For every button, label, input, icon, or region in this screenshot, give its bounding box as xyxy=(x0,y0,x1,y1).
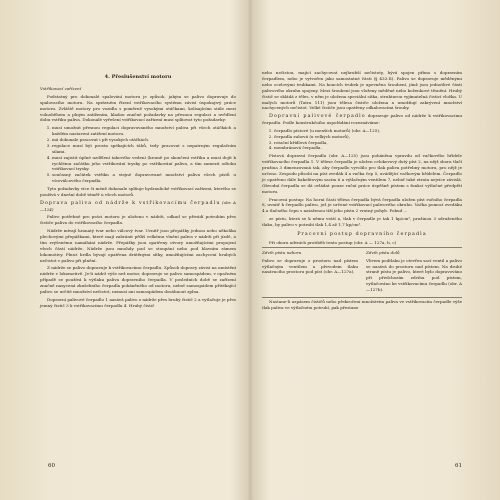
spaced-heading-block xyxy=(40,200,236,213)
paragraph: Pracovní postup: Na horní části tělesa čerpadla bývá čerpadla uložen píst ručního čerpadla 8, uvnitř k čerpadlo palivu, jež je určené vstřikovací palivového okruhu. Vačka pomocí zvedáku 4 a tlačného čepu s nataženou tíží jeho pístu 2 vratný pohyb. Pokud ... xyxy=(262,196,462,214)
list-item: 1. čerpadlo pístové (u menších motorů) (obr. A—125), xyxy=(274,128,462,134)
table-column-text: Vlivem podtlaku je otevřen sací ventil a palivo se nasává do prostoru nad pístem. Na druhé straně pístu je palivo, které bylo dopravováno při předchozím zdvihu pod pístem, vytlačováno ke vstřikovacímu čerpadlu (obr. A—127b). xyxy=(366,257,462,293)
paragraph: Nádrže mívají hranatý tvar nebo válcový tvar. Uvnitř jsou přepážky jednou nebo několika plechovými přepážkami, které mají zabránit příliš velkému vlnění paliva v nádrži při jízdě, a tím zvýšenému namáhání nádrže. Přepážky jsou opatřeny otvory umožňujícími propojení všech částí nádrže. Nádrže jsou mnohdy pod se stoupání nebo pod hlavním rámem lokomotivy. Plnicí hrdla bývají opatřena drátěnými sítky, umožňujícími zachycení hrubých nečistot v palivu při plnění. xyxy=(40,228,236,263)
list-item: 4. membránová čerpadla. xyxy=(274,145,462,151)
left-page xyxy=(40,70,236,470)
table-intro: Při oboru advních protiběh tento postup (obr. A — 127a, b, c) xyxy=(269,239,397,245)
table-column-text: Palivo se dopravuje z prostoru nad pístem výtlačným ventilem a převodem tlaku nasávacího prostoru pod píst (obr. A—127a). xyxy=(262,257,358,275)
spaced-heading-ref: (obr. A—124) xyxy=(40,199,236,212)
list-item: 2. čerpadla zubová (u velkých motorů), xyxy=(274,134,462,140)
list-item: 3. regulace musí být prosta spékajících táhů, tedy pracovat s nepatrným regulačním silami. xyxy=(52,143,236,155)
table-rule xyxy=(262,247,462,248)
list-item: 2. má dokonale pracovat i při vysokých otáčkách. xyxy=(52,137,236,143)
paragraph: Podstatný pro dokonalé spalování motoru je způsob, jakým se palivo dopravuje do spalovacího motoru. Na správném řízení vstřikovacího systému závisí úspokojivý práce motoru. Zvláště motory pro vozidla s poměrně vysokými otáčkami, kolisajícími stále mezi volnoběhem a plným zatížením, kladou značné požadavky na přesnou regulaci a uvědlení dobu vstřiku paliva. Dokonalé vyřešení vstřikovací zařízení musí splňovat tyto požadavky: xyxy=(40,93,236,123)
paragraph: Pístová dopravní čerpadla (obr. A—125) jsou poháněna vpravdu od vačkového hřídele vstřikovacího čerpadla 1. V tělese čerpadla je uložen celokovový dutý píst 2, na nějž shora tlačí pružina 3 dimenzovaná tak, aby čerpadlo vyvolilo pro tlak paliva potřebný motoru, pro nějž je určeno. Zespodu působí na píst zvedák 4 a vačka čep 5, uvádějící vačkovým hřídelem. Čerpadlo je opatřeno dále bakelitovým sacím 6 a výtlačným ventilem 7, neboť také ztrata nejvíce závislá. Obvodní čerpadla se dá ovládat pouze ruční práce úspěšně pístem s funkcí výtlačné předpětí motoru. xyxy=(262,153,462,194)
list-item: 4. musí zajistit úplné uzdělení takového vedení (kromě po skončení vstřiku a musí dojít k rychlému začátku jeho vstřikování trysky po vstřikování paliva, a tím zamezit odtoku vstřikovací trysky. xyxy=(52,155,236,173)
pump-types-list xyxy=(262,128,462,152)
requirements-list xyxy=(40,125,236,184)
spaced-heading: Doprava paliva od nádrže k vstřikovacímu čerpadlu xyxy=(40,200,221,206)
paragraph: nebo nečistou, mající zachycovat nejhrubší nečistoty, bývá spojen přímo s dopravním čerpadlem, nebo je vytvořen jako samostatné části (§ 433.II). Palivo se dopravuje měděnými nebo ocelovými trubkami. Na koncích trubek je upevněno šroubení, jímž jsou jednotlivé části palivového okruhu spojeny. Mezi šroubení jsou vloženy měděné nebo koženkové těsnění. Hrubý čistič se skládá z těles, v něm je uložena speciální sítka, strukturou vyjímatelná čisticí vložka. U malých motorů (Tatra 111) jsou tělesa čističe uložena a umožňují zakrývení množství nachycených nečistot. Velké čističe jsou opatřeny odkalovacími šrouby. xyxy=(262,70,462,111)
right-page xyxy=(262,70,462,470)
table-rule xyxy=(262,297,462,298)
table-column-right xyxy=(366,250,462,295)
spaced-heading: Dopravní palivové čerpadlo xyxy=(269,114,366,120)
list-item: 5. současný začátek vstřiku a stejné dopravované množství paliva všech pístů u víceválcového čerpadla. xyxy=(52,172,236,184)
table-column-left xyxy=(262,250,358,295)
spaced-heading-text: dopravuje palivo od nádrže k vstřikovacímu čerpadlu. Podle konstrukčního uspořádání rozeznáváme: xyxy=(262,113,462,126)
paragraph: Nastane-li uzpásem čističů nebo překročení množstvím paliva ve vstřikovacím čerpadle výše tlak paliva ve výtlačném potrubí, pak přestane xyxy=(262,299,462,311)
list-item: 3. rotační křídlová čerpadla, xyxy=(274,140,462,146)
section-title: 4. Přeslušenství motoru xyxy=(104,74,172,80)
spaced-heading: Pracovní postup dopravního čerpadla xyxy=(297,231,427,237)
page-number: 60 xyxy=(48,463,55,470)
subheading: Vstřikovací zařízení xyxy=(40,85,81,91)
paragraph: Tyto požadavky více či méně dokonale splňuje hydraulické vstřikovací zařízení, kterého se používá v dnešní době téměř u všech motorů. xyxy=(40,186,236,198)
paragraph: Dopravní palivové čerpadlo 1 nasává palivo z nádrže přes hrubý čistič 2 a vytlačuje je přes jemný čistič 3 k vstřikovacímu čerpadlu 4. Hrubý čistič xyxy=(40,296,236,308)
paragraph: Palivo potřebné pro práci motoru je uloženo v nádrži, odkud se přivádí potrubím přes čističe paliva do vstřikovacího čerpadla. xyxy=(40,214,236,226)
spaced-heading-block xyxy=(262,231,462,238)
list-item: 1. musí umožnit přesnou regulaci dopravovaného množství paliva při všech otáčkách a každém nastavení zatížení motoru. xyxy=(52,125,236,137)
table-column-title: Zdvih pístu nahoru xyxy=(262,249,302,255)
paragraph: ze pístu, která se k němu vrátí a, tlak v čerpadle je tak 1 kp/cm², pružinou 3 sdruženého tlaku, by palivo v potrubí tlak 1,4 až 1,7 kp/cm². xyxy=(262,216,462,227)
page-number: 61 xyxy=(455,463,462,470)
procedure-table xyxy=(262,250,462,295)
spaced-heading-block xyxy=(262,113,462,126)
paragraph: Z nádrže se palivo dopravuje k vstřikovacímu čerpadlu. Způsob dopravy závisí na umístění nádrže v lokomotivě. Je-li nádrž výše než motor, dopravuje se palivo samospádem, v opačném případě se používá k výtlaku paliva dopravního čerpadla. V posledních době se zařízení značně nasycená zkušebního čerpadla poháněného od motoru, neboť samospádem přitékající palivo se určité množství nečistot, nemusí ani samospádem dosáhnout zplna. xyxy=(40,265,236,294)
table-column-title: Zdvih pístu dolů xyxy=(366,249,400,255)
